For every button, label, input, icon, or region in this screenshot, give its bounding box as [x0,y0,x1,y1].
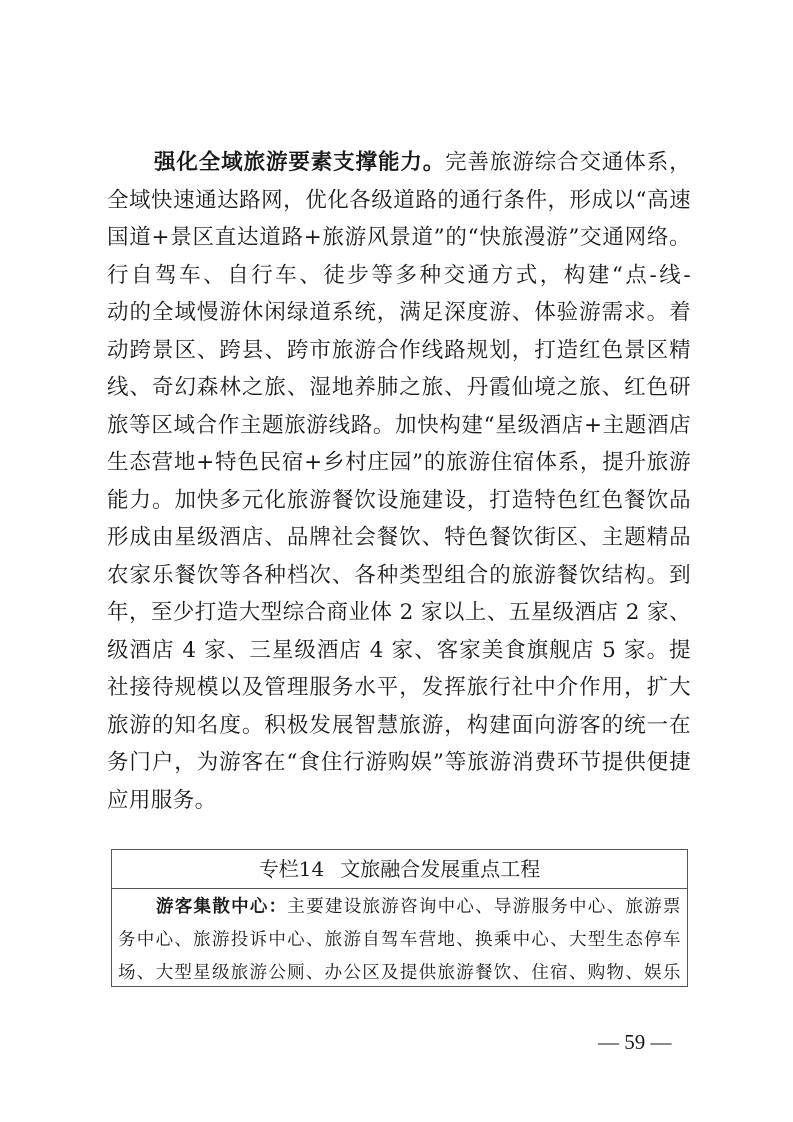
paragraph-line: 农家乐餐饮等各种档次、各种类型组合的旅游餐饮结构。到 [107,562,691,588]
paragraph-line: 旅等区域合作主题旅游线路。加快构建“星级酒店+主题酒店 [107,412,691,438]
paragraph-line-text: 完善旅游综合交通体系， [445,150,691,175]
column-line: 务中心、旅游投诉中心、旅游自驾车营地、换乘中心、大型生态停车 [118,930,681,950]
paragraph-line [107,144,691,182]
paragraph-line: 能力。加快多元化旅游餐饮设施建设，打造特色红色餐饮品 [107,487,691,513]
paragraph-line: 生态营地+特色民宿+乡村庄园”的旅游住宿体系，提升旅游 [107,450,691,475]
column-box-body [112,889,687,990]
paragraph-line: 旅游的知名度。积极发展智慧旅游，构建面向游客的统一在 [107,712,691,738]
column-box [111,849,688,987]
paragraph-line: 社接待规模以及管理服务水平，发挥旅行社中介作用，扩大 [107,675,691,700]
paragraph-line: 年，至少打造大型综合商业体 2 家以上、五星级酒店 2 家、 [107,600,691,625]
page-number: — 59 — [598,1030,672,1054]
body-paragraph [107,144,691,819]
column-box-header [112,850,687,889]
paragraph-line: 形成由星级酒店、品牌社会餐饮、特色餐饮街区、主题精品 [107,525,691,550]
column-label: 专栏 [258,857,299,881]
paragraph-line: 动跨景区、跨县、跨市旅游合作线路规划，打造红色景区精 [107,337,691,363]
column-title: 文旅融合发展重点工程 [340,857,541,881]
paragraph-line: 行自驾车、自行车、徒步等多种交通方式，构建“点-线- [107,262,691,288]
paragraph-line: 动的全域慢游休闲绿道系统，满足深度游、体验游需求。着 [107,300,691,325]
column-line [118,891,681,924]
paragraph-line: 线、奇幻森林之旅、湿地养肺之旅、丹霞仙境之旅、红色研 [107,375,691,400]
column-item-heading: 游客集散中心： [156,897,288,917]
column-number: 14 [298,857,325,881]
column-line: 场、大型星级旅游公厕、办公区及提供旅游餐饮、住宿、购物、娱乐 [118,963,681,983]
paragraph-line: 级酒店 4 家、三星级酒店 4 家、客家美食旗舰店 5 家。提 [107,637,691,663]
paragraph-line: 应用服务。 [107,787,217,813]
paragraph-line: 务门户，为游客在“食住行游购娱”等旅游消费环节提供便捷 [107,750,691,775]
paragraph-line: 全域快速通达路网，优化各级道路的通行条件，形成以“高速 [107,187,691,213]
column-line-text: 主要建设旅游咨询中心、导游服务中心、旅游票 [287,897,681,917]
paragraph-line: 国道+景区直达道路+旅游风景道”的“快旅漫游”交通网络。 [107,225,691,250]
paragraph-heading: 强化全域旅游要素支撑能力。 [154,150,446,175]
